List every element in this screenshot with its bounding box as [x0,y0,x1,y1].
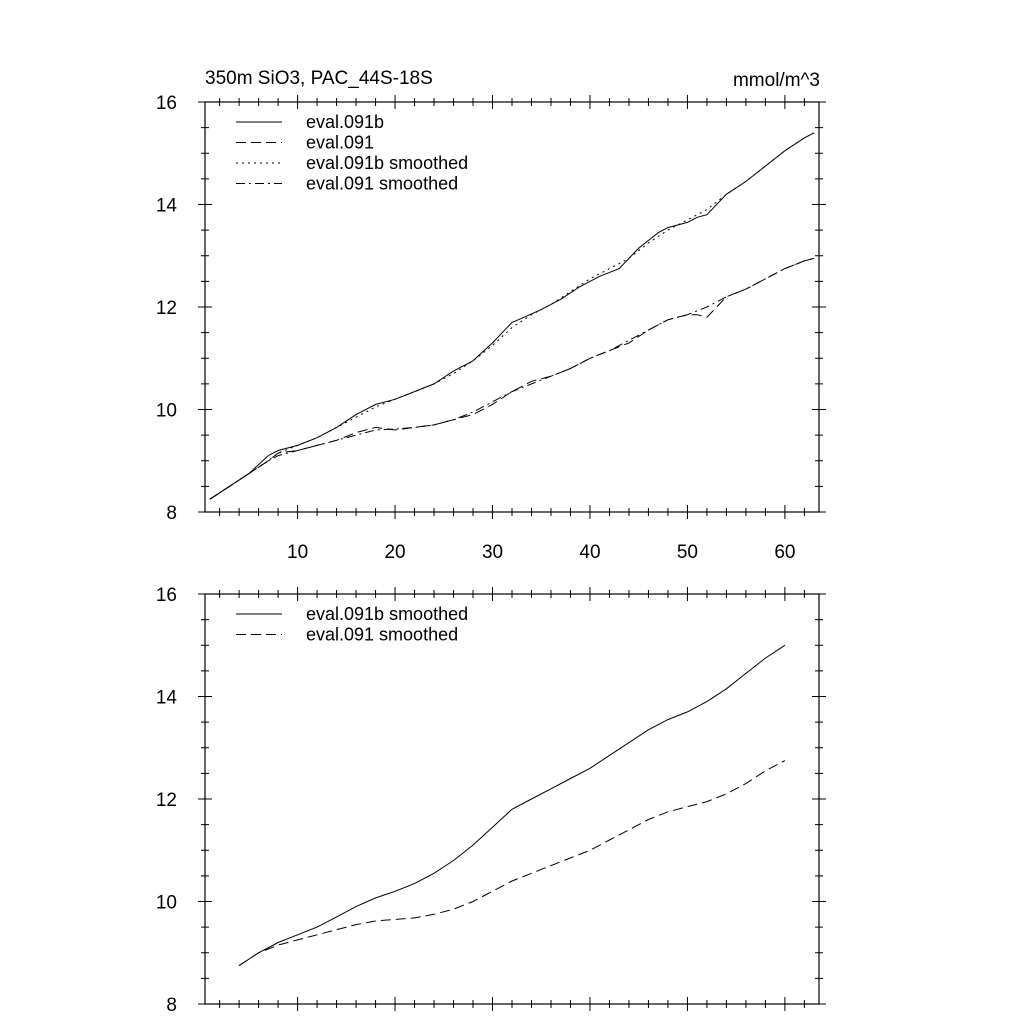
x-tick-label: 30 [481,542,504,563]
bottom-axis-ticks [198,587,826,1011]
y-tick-label: 14 [155,687,177,709]
x-tick-label: 10 [287,542,309,563]
series-line [210,258,814,499]
top-series-lines [210,133,814,499]
bottom-y-tick-labels [156,585,178,1016]
legend-label: eval.091 [306,132,375,153]
top-legend [236,112,468,194]
bottom-legend [236,604,468,645]
chart-title: 350m SiO3, PAC_44S-18S [205,68,433,89]
y-tick-label: 10 [155,892,177,914]
y-tick-label: 8 [166,995,177,1016]
bottom-panel [156,585,826,1016]
x-tick-label: 40 [579,542,601,563]
y-tick-label: 12 [155,298,177,319]
bottom-series-lines [239,645,785,965]
top-x-tick-labels [287,542,795,563]
series-line [210,258,814,499]
x-tick-label: 60 [774,542,796,563]
x-tick-label: 50 [676,542,698,563]
legend-label: eval.091b smoothed [306,153,469,173]
series-line [239,645,785,965]
y-tick-label: 8 [166,503,177,524]
top-y-tick-labels [156,93,178,524]
top-panel [156,93,826,563]
y-tick-label: 16 [155,585,177,606]
bottom-plot-frame [205,594,819,1004]
series-line [239,761,785,966]
legend-label: eval.091 smoothed [306,624,459,645]
units-label: mmol/m^3 [732,70,820,91]
series-line [210,133,814,499]
legend-label: eval.091b [306,112,385,132]
legend-label: eval.091 smoothed [306,173,459,194]
y-tick-label: 14 [155,195,177,217]
legend-label: eval.091b smoothed [306,604,469,624]
x-tick-label: 20 [384,542,406,563]
y-tick-label: 10 [155,400,177,422]
y-tick-label: 16 [155,93,177,114]
top-axis-ticks [198,95,826,519]
y-tick-label: 12 [155,790,177,811]
